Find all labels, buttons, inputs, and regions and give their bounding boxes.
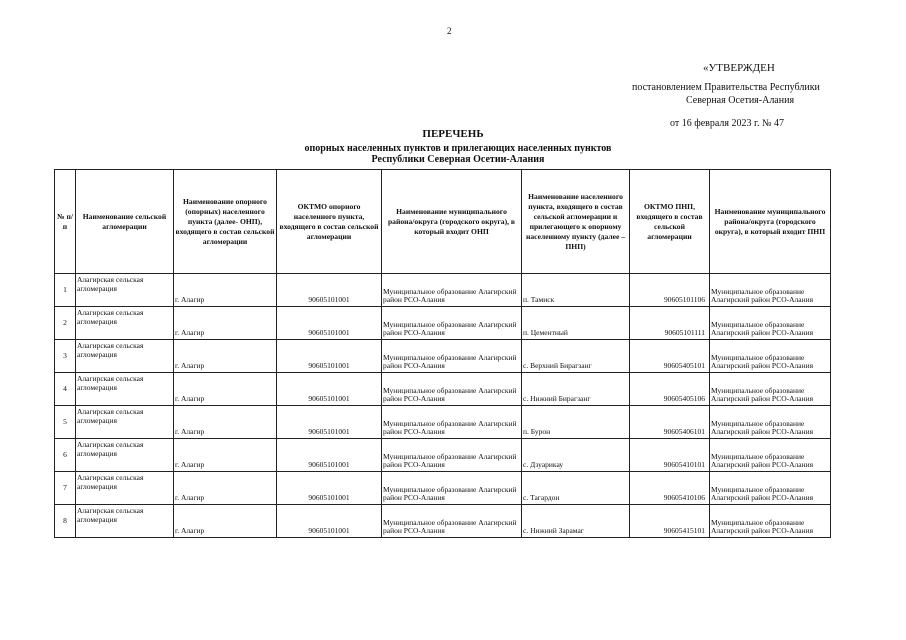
agglomeration-name: Алагирская сельская агломерация (76, 472, 174, 505)
row-number: 1 (55, 274, 76, 307)
table-row (55, 373, 831, 406)
onp-municipality: Муниципальное образование Алагирский район РСО-Алания (382, 406, 522, 439)
pnp-name: с. Тагардон (522, 472, 630, 505)
row-number: 5 (55, 406, 76, 439)
onp-oktmo: 90605101001 (277, 274, 382, 307)
header-pnp-municipality: Наименование муниципального района/округа (городского округа), в который входит ПНП (710, 170, 831, 274)
onp-oktmo: 90605101001 (277, 439, 382, 472)
pnp-name: п. Тамиск (522, 274, 630, 307)
onp-municipality: Муниципальное образование Алагирский район РСО-Алания (382, 373, 522, 406)
onp-municipality: Муниципальное образование Алагирский район РСО-Алания (382, 505, 522, 538)
pnp-name: с. Верхний Бирагзанг (522, 340, 630, 373)
page-number: 2 (447, 26, 452, 36)
row-number: 6 (55, 439, 76, 472)
onp-oktmo: 90605101001 (277, 373, 382, 406)
header-agglomeration: Наименование сельской агломерации (76, 170, 174, 274)
table-row (55, 439, 831, 472)
agglomeration-name: Алагирская сельская агломерация (76, 373, 174, 406)
pnp-name: с. Нижний Зарамаг (522, 505, 630, 538)
onp-name: г. Алагир (174, 340, 277, 373)
onp-municipality: Муниципальное образование Алагирский район РСО-Алания (382, 340, 522, 373)
pnp-municipality: Муниципальное образование Алагирский район РСО-Алания (710, 274, 831, 307)
onp-municipality: Муниципальное образование Алагирский район РСО-Алания (382, 472, 522, 505)
table-row (55, 340, 831, 373)
pnp-municipality: Муниципальное образование Алагирский район РСО-Алания (710, 505, 831, 538)
pnp-oktmo: 90605405106 (630, 373, 710, 406)
onp-oktmo: 90605101001 (277, 307, 382, 340)
onp-name: г. Алагир (174, 406, 277, 439)
header-pnp-oktmo: ОКТМО ПНП, входящего в состав сельской агломерации (630, 170, 710, 274)
pnp-name: п. Бурон (522, 406, 630, 439)
header-onp-name: Наименование опорного (опорных) населенного пункта (далее- ОНП), входящего в состав сельской агломерации (174, 170, 277, 274)
pnp-oktmo: 90605415101 (630, 505, 710, 538)
onp-name: г. Алагир (174, 439, 277, 472)
table-header-row (55, 170, 831, 274)
settlements-table (54, 169, 831, 538)
table-row (55, 406, 831, 439)
agglomeration-name: Алагирская сельская агломерация (76, 274, 174, 307)
agglomeration-name: Алагирская сельская агломерация (76, 307, 174, 340)
header-onp-oktmo: ОКТМО опорного населенного пункта, входящего в состав сельской агломерации (277, 170, 382, 274)
agglomeration-name: Алагирская сельская агломерация (76, 340, 174, 373)
header-pnp-name: Наименование населенного пункта, входящего в состав сельской агломерации и прилегающего к опорному населенному пункту (далее – ПНП) (522, 170, 630, 274)
onp-name: г. Алагир (174, 307, 277, 340)
row-number: 7 (55, 472, 76, 505)
onp-municipality: Муниципальное образование Алагирский район РСО-Алания (382, 274, 522, 307)
pnp-oktmo: 90605101111 (630, 307, 710, 340)
table-row (55, 505, 831, 538)
pnp-oktmo: 90605410106 (630, 472, 710, 505)
onp-municipality: Муниципальное образование Алагирский район РСО-Алания (382, 439, 522, 472)
onp-name: г. Алагир (174, 505, 277, 538)
onp-oktmo: 90605101001 (277, 406, 382, 439)
table-row (55, 472, 831, 505)
header-onp-municipality: Наименование муниципального района/округа (городского округа), в который входит ОНП (382, 170, 522, 274)
onp-oktmo: 90605101001 (277, 340, 382, 373)
pnp-oktmo: 90605405101 (630, 340, 710, 373)
onp-name: г. Алагир (174, 274, 277, 307)
table-row (55, 274, 831, 307)
document-subtitle-line2: Республики Северная Осетии-Алания (371, 154, 545, 165)
pnp-name: с. Дзуарикау (522, 439, 630, 472)
document-title: ПЕРЕЧЕНЬ (422, 128, 484, 140)
agglomeration-name: Алагирская сельская агломерация (76, 505, 174, 538)
document-subtitle-line1: опорных населенных пунктов и прилегающих населенных пунктов (304, 143, 612, 154)
onp-municipality: Муниципальное образование Алагирский район РСО-Алания (382, 307, 522, 340)
row-number: 8 (55, 505, 76, 538)
agglomeration-name: Алагирская сельская агломерация (76, 439, 174, 472)
pnp-municipality: Муниципальное образование Алагирский район РСО-Алания (710, 439, 831, 472)
onp-oktmo: 90605101001 (277, 505, 382, 538)
onp-name: г. Алагир (174, 472, 277, 505)
pnp-oktmo: 90605410101 (630, 439, 710, 472)
pnp-municipality: Муниципальное образование Алагирский район РСО-Алания (710, 406, 831, 439)
approval-date: от 16 февраля 2023 г. № 47 (670, 118, 785, 129)
header-number: № п/п (55, 170, 76, 274)
pnp-municipality: Муниципальное образование Алагирский район РСО-Алания (710, 307, 831, 340)
row-number: 4 (55, 373, 76, 406)
approval-region: Северная Осетия-Алания (686, 95, 795, 106)
pnp-name: с. Нижний Бирагзанг (522, 373, 630, 406)
row-number: 2 (55, 307, 76, 340)
table-row (55, 307, 831, 340)
onp-oktmo: 90605101001 (277, 472, 382, 505)
pnp-name: п. Цементный (522, 307, 630, 340)
approval-stamp-title: «УТВЕРЖДЕН (703, 62, 775, 74)
pnp-oktmo: 90605406101 (630, 406, 710, 439)
onp-name: г. Алагир (174, 373, 277, 406)
pnp-municipality: Муниципальное образование Алагирский район РСО-Алания (710, 472, 831, 505)
pnp-municipality: Муниципальное образование Алагирский район РСО-Алания (710, 340, 831, 373)
approval-decree: постановлением Правительства Республики (632, 82, 820, 93)
agglomeration-name: Алагирская сельская агломерация (76, 406, 174, 439)
pnp-oktmo: 90605101106 (630, 274, 710, 307)
row-number: 3 (55, 340, 76, 373)
pnp-municipality: Муниципальное образование Алагирский район РСО-Алания (710, 373, 831, 406)
